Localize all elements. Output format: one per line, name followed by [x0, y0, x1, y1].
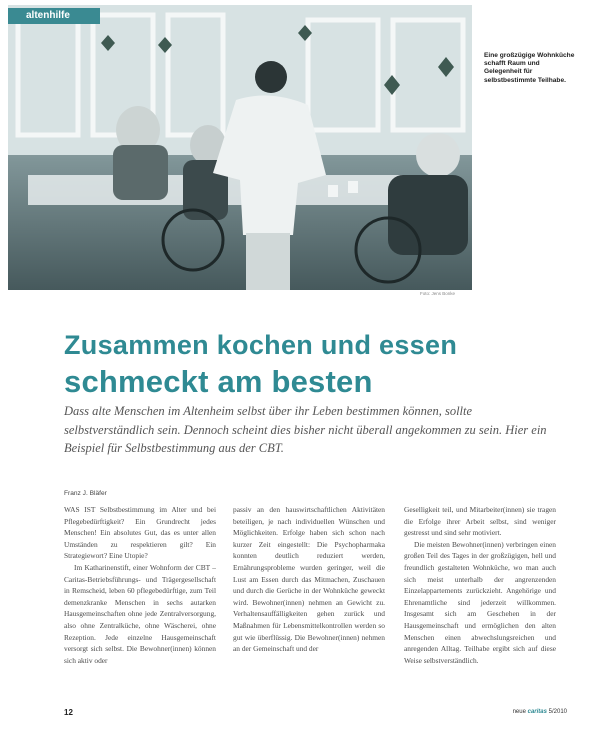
body-column-2: [233, 504, 385, 655]
body-column-1: [64, 504, 216, 666]
article-teaser: Dass alte Menschen im Altenheim selbst über ihr Leben bestimmen können, sollte selbstverständlich sein. Dennoch scheint dies bisher nicht überall angekommen zu sein. Hier ein Beispiel für Selbstbestimmung aus der CBT.: [64, 404, 547, 455]
photo-illustration: [8, 5, 472, 290]
body-paragraph: Die meisten Bewohner(innen) verbringen einen großen Teil des Tages in der großzügigen, hell und freundlich gestalteten Wohnküche, wo man auch sich meist unterhalb der angrenzenden Einzelappartements zurückzieht. Angehörige und Ehrenamtliche sind jederzeit willkommen. Insgesamt sich am Geschehen in der Hausgemeinschaft und ermöglichen den alten Menschen einen abwechslungsreichen und anregenden Alltag. Teilhabe ergibt sich auf diese Weise selbstverständlich.: [404, 539, 556, 665]
body-paragraph: Im Katharinenstift, einer Wohnform der CBT – Caritas-Betriebsführungs- und Trägergesellschaft in Remscheid, leben 60 pflegebedürftige, zum Teil demenzkranke Menschen in sechs autarken Hausgemeinschaften ohne jede Zentralversorgung, also ohne Zentralküche, ohne Wäscherei, ohne Rezeption. Jede einzelne Hausgemeinschaft versorgt sich selbst. Die Bewohner(innen) können sich aktiv oder: [64, 562, 216, 665]
article-photo: [8, 5, 472, 290]
body-paragraph: passiv an den hauswirtschaftlichen Aktivitäten beteiligen, je nach individuellen Wünschen und Möglichkeiten. Erfolge haben sich schon nach kurzer Zeit eingestellt: Die Psychopharmaka konnten deutlich reduziert werden, Ernährungsprobleme wurden geringer, weil die Lust am Essen durch das Mitmachen, Zuschauen und durch die Gerüche in der Wohnküche geweckt wird. Bewohner(innen) nehmen an Gewicht zu. Verhaltensauffälligkeiten gehen zurück und Maßnahmen für Lebensmittelkontrollen werden so gut wie überflüssig. Die Bewohner(innen) nehmen an der Gemeinschaft und der: [233, 505, 385, 654]
article-author: Franz J. Bläfer: [64, 490, 107, 497]
footer-brand: caritas: [527, 709, 547, 715]
body-paragraph: WAS IST Selbstbestimmung im Alter und bei Pflegebedürftigkeit? Ein Grundrecht jedes Menschen! Ein absolutes Gut, das es unter allen Umständen zu respektieren gilt? Ein Strategiewort? Eine Utopie?: [64, 505, 216, 561]
page-number: 12: [64, 708, 73, 717]
body-paragraph: Geselligkeit teil, und Mitarbeiter(innen) sie tragen die Erfolge ihrer Arbeit selbst, sind weniger gestresst und sind sehr motiviert.: [404, 505, 556, 538]
footer-prefix: neue: [512, 709, 526, 715]
headline-line-2: schmeckt am besten: [64, 364, 373, 399]
headline-line-1: Zusammen kochen und essen: [64, 330, 458, 360]
photo-caption: Eine großzügige Wohnküche schafft Raum und Gelegenheit für selbstbestimmte Teilhabe.: [484, 52, 575, 84]
body-column-3: [404, 504, 556, 666]
footer-issue-number: 5/2010: [548, 709, 567, 715]
section-label: altenhilfe: [8, 8, 100, 24]
footer-issue: [513, 709, 567, 715]
photo-credit: Foto: Jens Bonke: [420, 291, 456, 296]
